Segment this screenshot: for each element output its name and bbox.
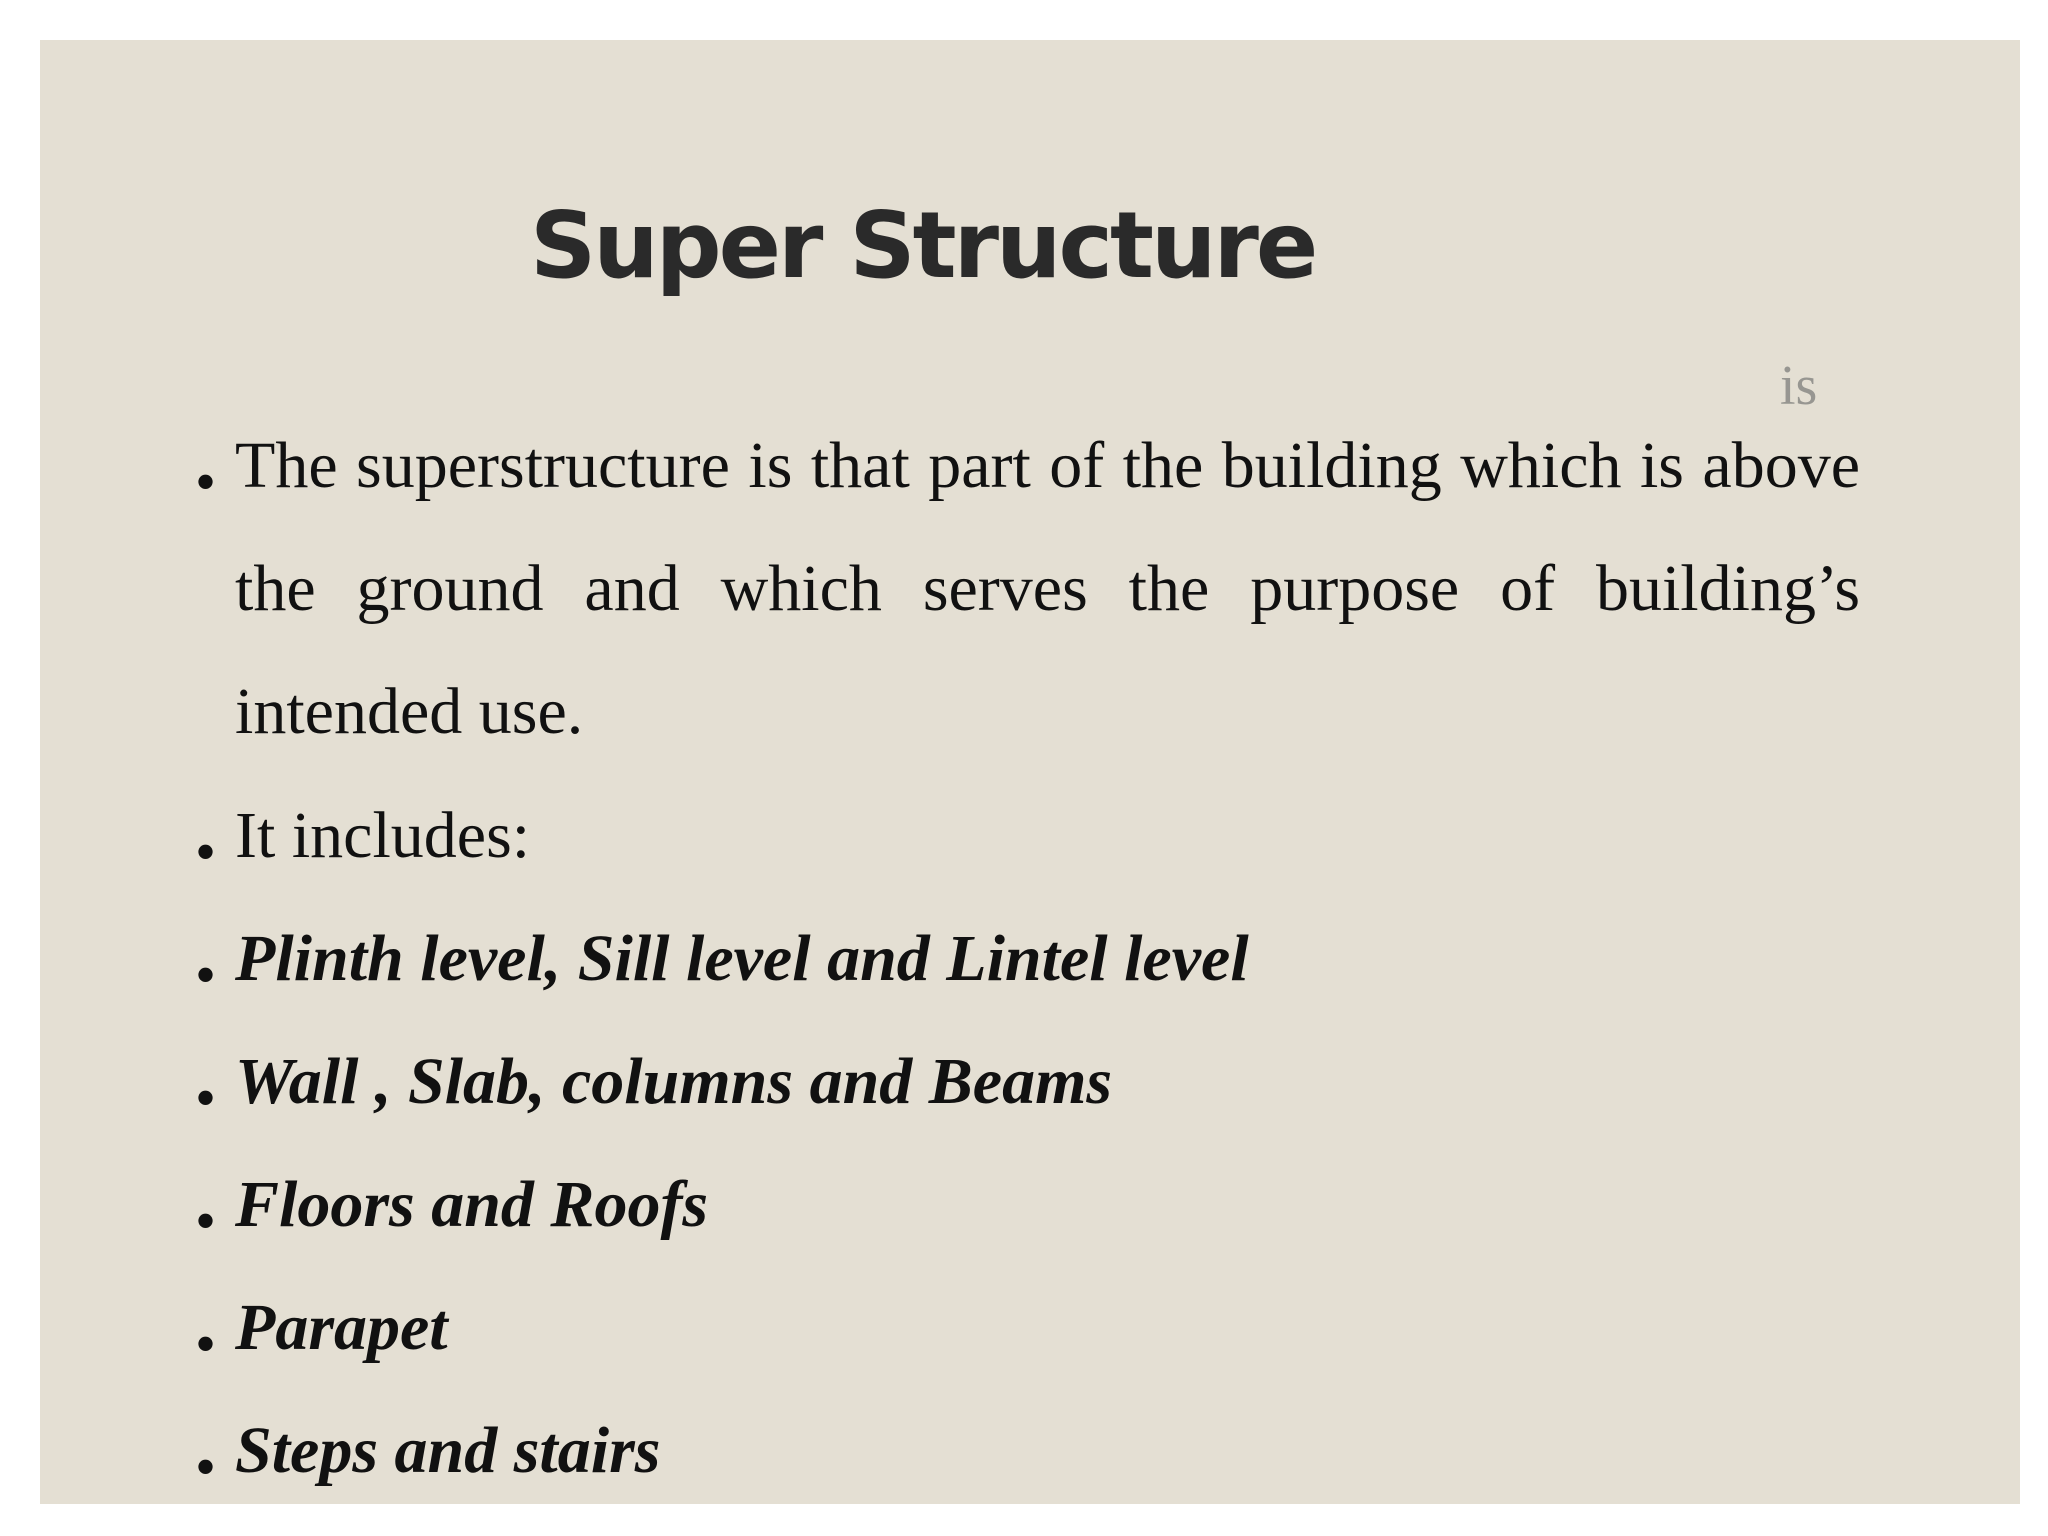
bullet-dot-icon: •	[195, 942, 217, 1008]
stray-text-fragment: is	[1780, 355, 1818, 417]
list-item-text: Parapet	[235, 1291, 448, 1364]
list-item-text: Steps and stairs	[235, 1414, 661, 1487]
bullet-dot-icon: •	[195, 1311, 217, 1377]
slide-title: Super Structure	[530, 192, 1316, 299]
bullet-dot-icon: •	[195, 819, 217, 885]
bullet-dot-icon: •	[195, 449, 217, 515]
paragraph-superstructure-definition: The superstructure is that part of the building which is above the ground and which serves the purpose of building’s intended use.	[235, 429, 1860, 748]
list-item-text: It includes:	[235, 799, 531, 872]
bullet-dot-icon: •	[195, 1434, 217, 1500]
list-item-text: Plinth level, Sill level and Lintel level	[235, 922, 1249, 995]
bullet-list	[40, 40, 2020, 1504]
bullet-dot-icon: •	[195, 1065, 217, 1131]
slide	[40, 40, 2020, 1504]
list-item-text: Floors and Roofs	[235, 1168, 709, 1241]
bullet-dot-icon: •	[195, 1188, 217, 1254]
list-item-text: Wall , Slab, columns and Beams	[235, 1045, 1113, 1118]
